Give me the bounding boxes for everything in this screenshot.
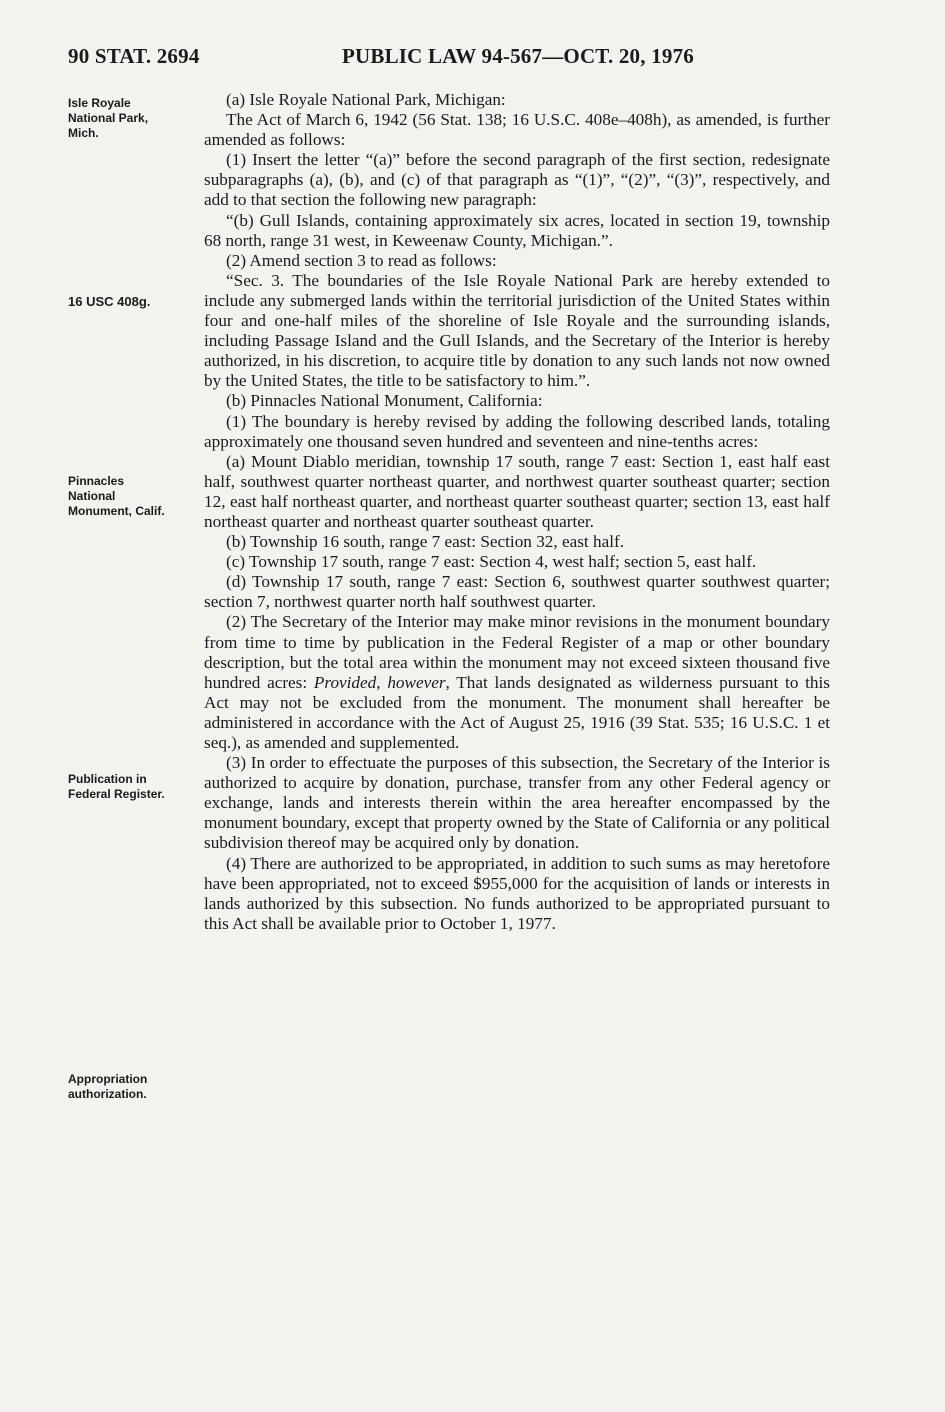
page-header — [68, 44, 828, 74]
paragraph-amendment-2: (2) Amend section 3 to read as follows: — [226, 250, 497, 270]
statute-body-text — [204, 90, 830, 934]
paragraph-lands-d: (d) Township 17 south, range 7 east: Section 6, southwest quarter southwest quarter; section 7, northwest quarter north half southwest quarter. — [204, 572, 830, 612]
margin-note-line: Federal Register. — [68, 787, 165, 801]
margin-note-isle-royale — [68, 96, 198, 141]
paragraph-lands-a: (a) Mount Diablo meridian, township 17 south, range 7 east: Section 1, east half east half, southwest quarter northeast quarter, and northwest quarter southeast quarter; section 12, east half northeast quarter, and northeast quarter southeast quarter; section 13, east half northeast quarter and northeast quarter southeast quarter. — [204, 451, 830, 531]
paragraph-boundary-revisions — [204, 612, 830, 753]
margin-note-line: Appropriation — [68, 1072, 148, 1086]
paragraph-section-3: “Sec. 3. The boundaries of the Isle Royale National Park are hereby extended to include any submerged lands within the territorial jurisdiction of the United States within four and one-half miles of the shoreline of Isle Royale and the surrounding islands, including Passage Island and the Gull Islands, and the Secretary of the Interior is hereby authorized, in his discretion, to acquire title by donation to any such lands not now owned by the United States, the title to be satisfactory to him.”. — [204, 270, 830, 391]
margin-note-line: Monument, Calif. — [68, 504, 165, 518]
margin-note-appropriation — [68, 1072, 198, 1102]
margin-note-line: Isle Royale — [68, 96, 131, 110]
margin-note-pinnacles — [68, 474, 198, 519]
paragraph-isle-royale-heading: (a) Isle Royale National Park, Michigan: — [226, 90, 506, 109]
statute-page-reference: 90 STAT. 2694 — [68, 44, 200, 68]
text-run: (2) The Secretary of the Interior may make minor revisions in the monument boundary from time to time by publication in the Federal Register of a map or other boundary description, but the total area within the monument may not exceed sixteen thousand five hundred acres: — [204, 612, 830, 692]
margin-note-line: National Park, — [68, 111, 149, 125]
paragraph-boundary-revision: (1) The boundary is hereby revised by adding the following described lands, totaling approximately one thousand seven hundred and seventeen and nine-tenths acres: — [204, 411, 830, 451]
margin-note-usc-reference — [68, 294, 198, 309]
margin-note-line: 16 USC 408g. — [68, 294, 151, 309]
paragraph-lands-c: (c) Township 17 south, range 7 east: Section 4, west half; section 5, east half. — [226, 552, 757, 572]
text-run: , That lands designated as wilderness pursuant to this Act may not be excluded from the monument. The monument shall hereafter be administered in accordance with the Act of August 25, 1916 (39 Stat. 535; 16 U.S.C. 1 et seq.), as amended and supplemented. — [204, 672, 830, 752]
margin-note-line: National — [68, 489, 116, 503]
italic-proviso: however — [387, 672, 446, 692]
margin-note-line: Publication in — [68, 772, 147, 786]
paragraph-gull-islands: “(b) Gull Islands, containing approximately six acres, located in section 19, township 68 north, range 31 west, in Keweenaw County, Michigan.”. — [204, 210, 830, 250]
margin-note-line: Pinnacles — [68, 474, 125, 488]
paragraph-amendment-1: (1) Insert the letter “(a)” before the second paragraph of the first section, redesignate subparagraphs (a), (b), and (c) of that paragraph as “(1)”, “(2)”, “(3)”, respectively, and add to that section the following new paragraph: — [204, 150, 830, 210]
paragraph-land-acquisition: (3) In order to effectuate the purposes of this subsection, the Secretary of the Interior is authorized to acquire by donation, purchase, transfer from any other Federal agency or exchange, lands and interests therein within the area hereafter encompassed by the monument boundary, except that property owned by the State of California or any political subdivision thereof may be acquired only by donation. — [204, 753, 830, 853]
italic-proviso: Provided — [313, 672, 377, 692]
margin-note-line: Mich. — [68, 126, 99, 140]
paragraph-lands-b: (b) Township 16 south, range 7 east: Section 32, east half. — [226, 532, 625, 552]
text-run: , — [376, 672, 388, 692]
margin-note-publication — [68, 772, 198, 802]
margin-note-line: authorization. — [68, 1087, 147, 1101]
paragraph-pinnacles-heading: (b) Pinnacles National Monument, California: — [226, 391, 543, 411]
paragraph-appropriation: (4) There are authorized to be appropriated, in addition to such sums as may heretofore have been appropriated, not to exceed $955,000 for the acquisition of lands or interests in lands authorized by this subsection. No funds authorized to be appropriated pursuant to this Act shall be available prior to October 1, 1977. — [204, 853, 830, 933]
paragraph-act-amendment: The Act of March 6, 1942 (56 Stat. 138; 16 U.S.C. 408e–408h), as amended, is further amended as follows: — [204, 110, 830, 150]
public-law-title: PUBLIC LAW 94-567—OCT. 20, 1976 — [342, 44, 694, 68]
